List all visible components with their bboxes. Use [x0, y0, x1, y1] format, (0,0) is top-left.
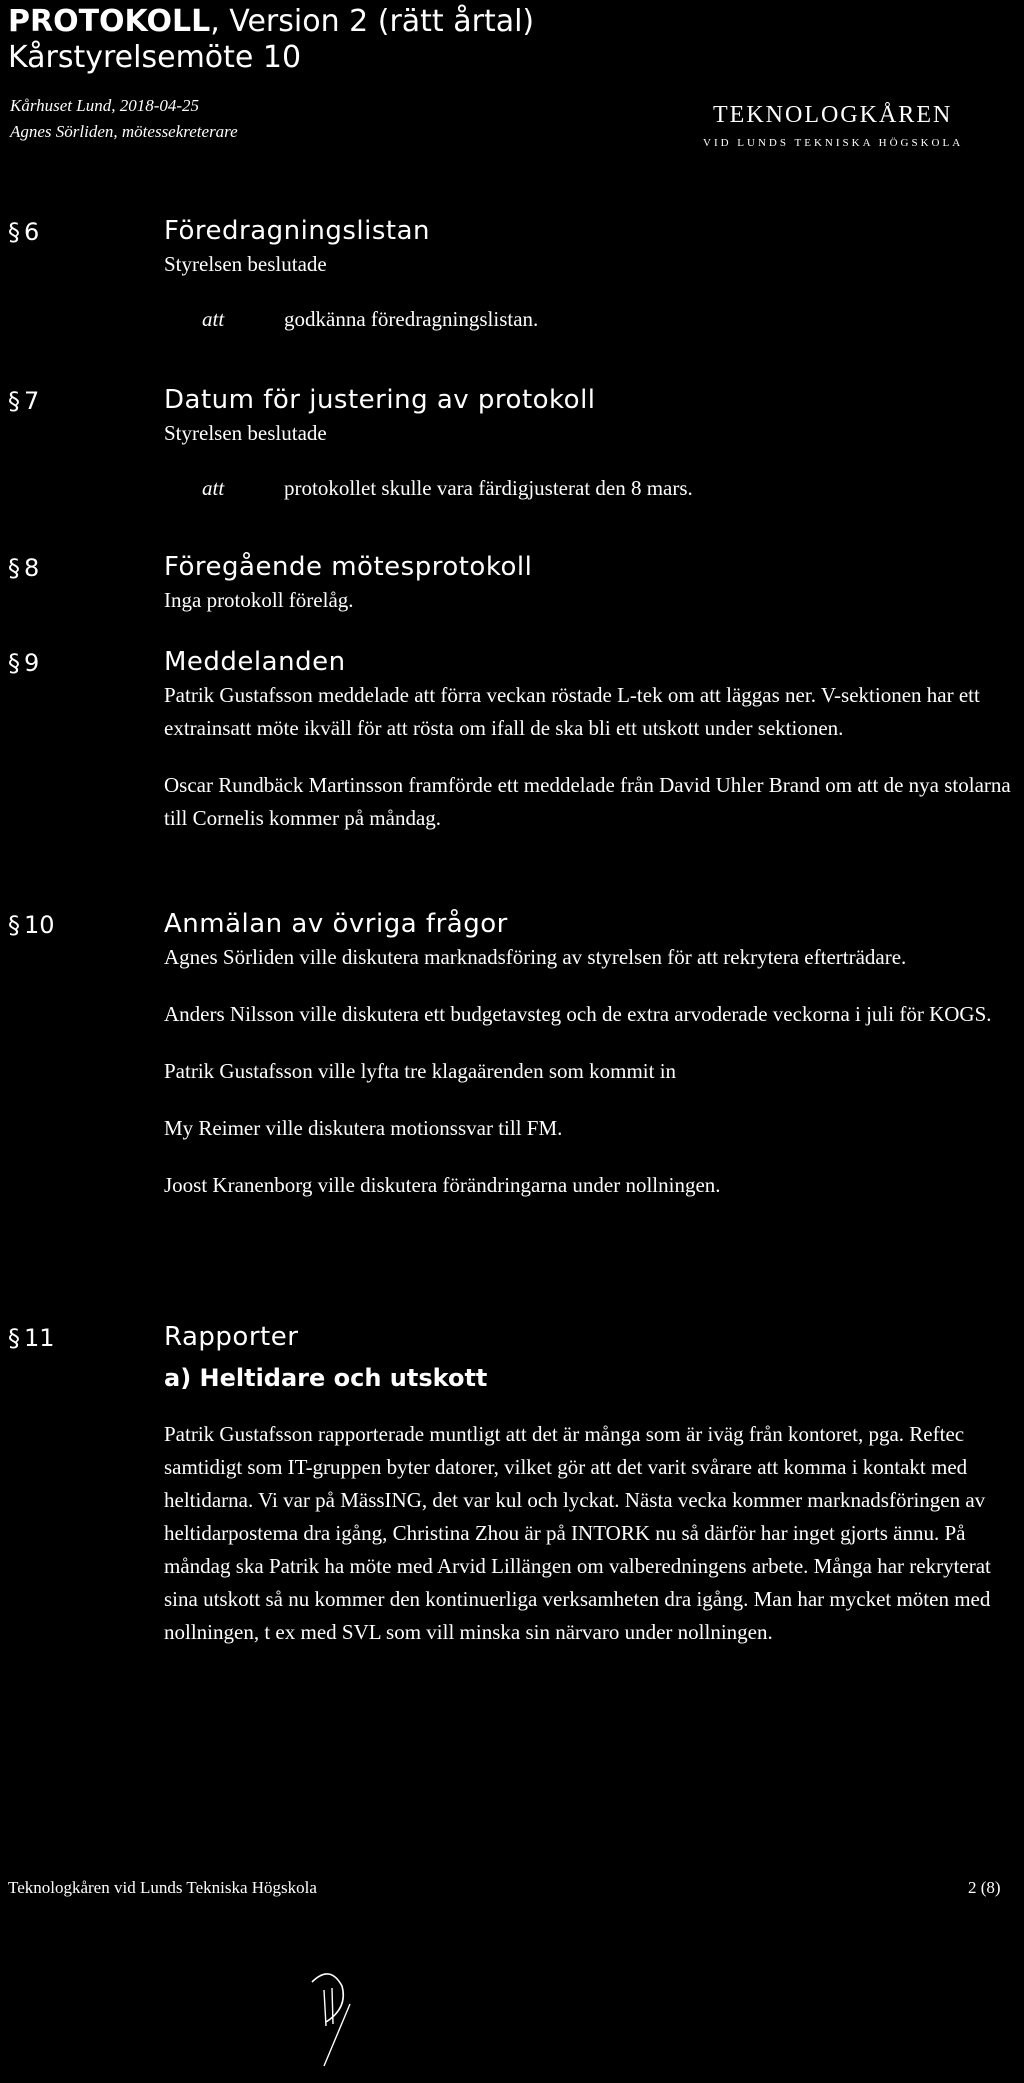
att-word: att — [202, 476, 225, 500]
section-paragraph: Oscar Rundbäck Martinsson framförde ett meddelade från David Uhler Brand om att de nya stolarna till Cornelis kommer på måndag. — [164, 773, 1011, 830]
section-number: § 9 — [8, 649, 40, 677]
decision-row — [164, 307, 1014, 347]
section-paragraph: Patrik Gustafsson rapporterade muntligt att det är många som är iväg från kontoret, pga. Reftec samtidigt som IT-gruppen byter datorer, vilket gör att det varit svårare att komma i kontakt med heltidarna. Vi var på MässING, det var kul och lyckat. Nästa vecka kommer marknadsföringen av heltidarpostema dra igång, Christina Zhou är på INTORK nu så därför har inget gjorts ännu. På måndag ska Patrik ha möte med Arvid Lillängen om valberedningens arbete. Många har rekryterat sina utskott så nu kommer den kontinuerliga verksamheten dra igång. Man har mycket möten med nollningen, t ex med SVL som vill minska sin närvaro under nollningen. — [164, 1422, 991, 1644]
list-item: Agnes Sörliden ville diskutera marknadsföring av styrelsen för att rekrytera efterträdare. — [164, 945, 907, 969]
list-item: Anders Nilsson ville diskutera ett budgetavsteg och de extra arvoderade veckorna i juli för KOGS. — [164, 1002, 992, 1026]
org-logo-tagline: VID LUNDS TEKNISKA HÖGSKOLA — [703, 137, 964, 149]
att-word: att — [202, 307, 225, 331]
section-text: Inga protokoll förelåg. — [164, 588, 354, 612]
meeting-place-date: Kårhuset Lund, 2018-04-25 — [10, 96, 200, 115]
list-item: Joost Kranenborg ville diskutera förändringarna under nollningen. — [164, 1173, 721, 1197]
document-title — [8, 4, 534, 40]
section-number: § 6 — [8, 218, 40, 246]
section-number: § 10 — [8, 911, 55, 939]
section-intro: Styrelsen beslutade — [164, 252, 327, 276]
section-number: § 11 — [8, 1324, 55, 1352]
document-subtitle: Kårstyrelsemöte 10 — [8, 40, 302, 75]
section-heading: Föredragningslistan — [164, 216, 431, 246]
section-heading: Anmälan av övriga frågor — [164, 909, 508, 939]
section-subheading: a) Heltidare och utskott — [164, 1364, 488, 1392]
decision-row — [164, 476, 1014, 516]
section-number: § 7 — [8, 387, 40, 415]
list-item: My Reimer ville diskutera motionssvar till FM. — [164, 1116, 563, 1140]
document-title-version: , Version 2 (rätt årtal) — [210, 4, 535, 39]
section-intro: Styrelsen beslutade — [164, 421, 327, 445]
decision-text: protokollet skulle vara färdigjusterat den 8 mars. — [284, 476, 693, 500]
section-heading: Rapporter — [164, 1322, 299, 1352]
org-logo-name: TEKNOLOGKÅREN — [713, 102, 953, 128]
section-heading: Meddelanden — [164, 647, 346, 677]
section-number: § 8 — [8, 554, 40, 582]
section-paragraph: Patrik Gustafsson meddelade att förra veckan röstade L-tek om att läggas ner. V-sektionen har ett extrainsatt möte ikväll för att rösta om ifall de ska bli ett utskott under sektionen. — [164, 683, 980, 740]
section-heading: Föregående mötesprotokoll — [164, 552, 533, 582]
decision-text: godkänna föredragningslistan. — [284, 307, 539, 331]
section-heading: Datum för justering av protokoll — [164, 385, 596, 415]
meeting-secretary: Agnes Sörliden, mötessekreterare — [10, 122, 238, 141]
document-title-bold: PROTOKOLL — [8, 4, 211, 39]
list-item: Patrik Gustafsson ville lyfta tre klagaärenden som kommit in — [164, 1059, 677, 1083]
page-number: 2 (8) — [968, 1878, 1001, 1897]
footer-organization: Teknologkåren vid Lunds Tekniska Högskola — [8, 1878, 317, 1897]
signature-initials — [290, 1960, 370, 2070]
